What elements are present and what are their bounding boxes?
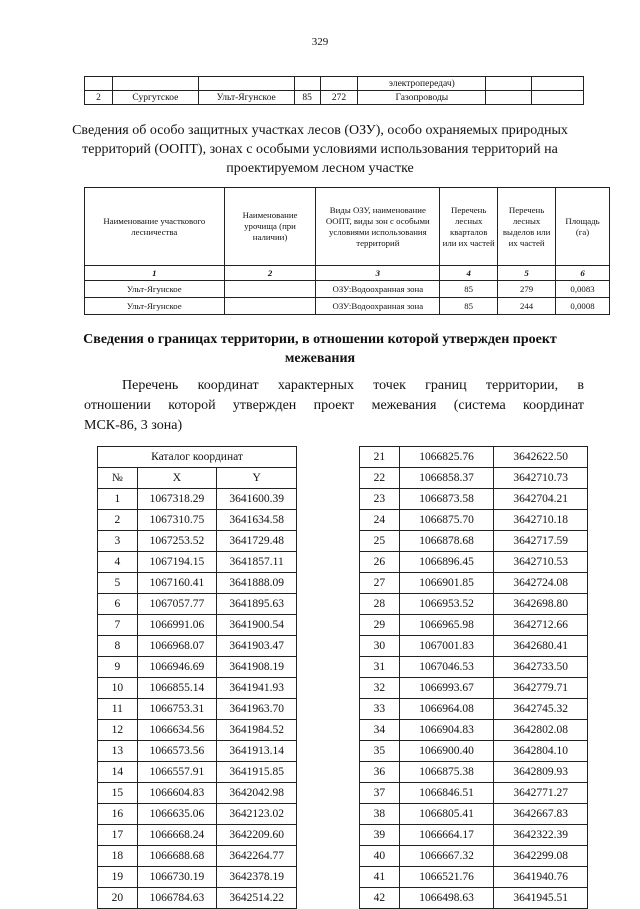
table-row bbox=[98, 741, 297, 762]
table-cell: 24 bbox=[360, 510, 400, 531]
table-cell: 3641963.70 bbox=[217, 699, 297, 720]
table-cell: 3641600.39 bbox=[217, 489, 297, 510]
table-row bbox=[360, 720, 588, 741]
table-cell: 1066901.85 bbox=[399, 573, 494, 594]
table-cell: 3641984.52 bbox=[217, 720, 297, 741]
table-row bbox=[360, 447, 588, 468]
table-cell: 1067001.83 bbox=[399, 636, 494, 657]
table-cell: 3642698.80 bbox=[494, 594, 588, 615]
table-cell: 1066965.98 bbox=[399, 615, 494, 636]
table-cell: 3642209.60 bbox=[217, 825, 297, 846]
table-row bbox=[85, 298, 610, 315]
paragraph-line: МСК-86, 3 зона) bbox=[84, 418, 183, 433]
table-cell: 1 bbox=[98, 489, 138, 510]
table-cell: 3641634.58 bbox=[217, 510, 297, 531]
table-cell: 1067046.53 bbox=[399, 657, 494, 678]
table-row bbox=[360, 531, 588, 552]
table-cell: 33 bbox=[360, 699, 400, 720]
table-cell: 3641857.11 bbox=[217, 552, 297, 573]
table-cell: 1066805.41 bbox=[399, 804, 494, 825]
table-cell: 3642804.10 bbox=[494, 741, 588, 762]
table-cell bbox=[85, 77, 113, 91]
table-cell: 3642733.50 bbox=[494, 657, 588, 678]
table-cell: 3642771.27 bbox=[494, 783, 588, 804]
table-cell: 3641895.63 bbox=[217, 594, 297, 615]
column-number: 2 bbox=[224, 266, 316, 281]
table-cell: 13 bbox=[98, 741, 138, 762]
table-cell: 1066730.19 bbox=[137, 867, 217, 888]
page-number: 329 bbox=[311, 36, 329, 48]
table-cell: 39 bbox=[360, 825, 400, 846]
table-cell: 3642123.02 bbox=[217, 804, 297, 825]
table-cell: 1066964.08 bbox=[399, 699, 494, 720]
table-row bbox=[360, 804, 588, 825]
table-row bbox=[360, 657, 588, 678]
table-cell: 36 bbox=[360, 762, 400, 783]
table-row bbox=[98, 720, 297, 741]
ozu-heading: Сведения об особо защитных участках лесов (ОЗУ), особо охраняемых природных территорий (ООПТ), зонах с особыми условиями использования территорий на проектируемом лесном участке bbox=[72, 123, 568, 176]
table-cell bbox=[486, 77, 532, 91]
table-cell: 4 bbox=[98, 552, 138, 573]
table-cell: Ульт-Ягунское bbox=[85, 298, 225, 315]
table-row bbox=[360, 573, 588, 594]
table-cell: 23 bbox=[360, 489, 400, 510]
table-cell: 3642042.98 bbox=[217, 783, 297, 804]
table-cell: 3642299.08 bbox=[494, 846, 588, 867]
table-cell: 16 bbox=[98, 804, 138, 825]
table-row bbox=[98, 846, 297, 867]
table-cell: 3642809.93 bbox=[494, 762, 588, 783]
table-cell: 1066784.63 bbox=[137, 888, 217, 909]
table-cell: 18 bbox=[98, 846, 138, 867]
table-cell: 1066991.06 bbox=[137, 615, 217, 636]
table-cell: 8 bbox=[98, 636, 138, 657]
table-cell: 42 bbox=[360, 888, 400, 909]
table-cell: 3642378.19 bbox=[217, 867, 297, 888]
table-cell: 1066873.58 bbox=[399, 489, 494, 510]
table-cell: 3641888.09 bbox=[217, 573, 297, 594]
table-cell: 2 bbox=[98, 510, 138, 531]
column-number-row bbox=[85, 266, 610, 281]
table-cell: 85 bbox=[294, 91, 320, 105]
table-cell: 1066664.17 bbox=[399, 825, 494, 846]
table-cell: 1066521.76 bbox=[399, 867, 494, 888]
table-cell: 1066855.14 bbox=[137, 678, 217, 699]
table-cell: 1066875.70 bbox=[399, 510, 494, 531]
coordinates-table-right bbox=[359, 446, 588, 909]
table-cell: 1066573.56 bbox=[137, 741, 217, 762]
table-row bbox=[98, 552, 297, 573]
catalog-title-row bbox=[98, 447, 297, 468]
table-row bbox=[98, 594, 297, 615]
table-row bbox=[98, 678, 297, 699]
table-cell: 35 bbox=[360, 741, 400, 762]
table-row bbox=[98, 531, 297, 552]
table-row bbox=[360, 783, 588, 804]
table-cell: 279 bbox=[498, 281, 556, 298]
table-cell: 1066968.07 bbox=[137, 636, 217, 657]
table-cell: 3642264.77 bbox=[217, 846, 297, 867]
table-cell: 3641903.47 bbox=[217, 636, 297, 657]
table-row bbox=[360, 678, 588, 699]
table-cell: 25 bbox=[360, 531, 400, 552]
table-cell: Сургутское bbox=[112, 91, 198, 105]
table-cell: 0,0083 bbox=[556, 281, 610, 298]
table-row bbox=[360, 867, 588, 888]
table-cell: ОЗУ:Водоохранная зона bbox=[316, 281, 440, 298]
table-cell: 85 bbox=[440, 298, 498, 315]
table-cell: 3642712.66 bbox=[494, 615, 588, 636]
column-header: Перечень лесных выделов или их частей bbox=[498, 188, 556, 266]
table-cell: 3641900.54 bbox=[217, 615, 297, 636]
column-number: 5 bbox=[498, 266, 556, 281]
table-cell: 40 bbox=[360, 846, 400, 867]
column-header: Виды ОЗУ, наименование ООПТ, виды зон с особыми условиями использования территорий bbox=[316, 188, 440, 266]
table-cell: 1066753.31 bbox=[137, 699, 217, 720]
table-row bbox=[98, 657, 297, 678]
paragraph-line: Перечень координат характерных точек границ территории, в bbox=[122, 378, 584, 393]
table-cell: 11 bbox=[98, 699, 138, 720]
table-cell bbox=[294, 77, 320, 91]
column-number: 6 bbox=[556, 266, 610, 281]
table-cell: 3642724.08 bbox=[494, 573, 588, 594]
table-cell: 1066946.69 bbox=[137, 657, 217, 678]
table-cell: 12 bbox=[98, 720, 138, 741]
table-cell: 3642717.59 bbox=[494, 531, 588, 552]
column-header: Наименование участкового лесничества bbox=[85, 188, 225, 266]
table-cell: Ульт-Ягунское bbox=[198, 91, 294, 105]
table-cell: 3642667.83 bbox=[494, 804, 588, 825]
table-cell: 1067310.75 bbox=[137, 510, 217, 531]
table-cell: 20 bbox=[98, 888, 138, 909]
column-header: Наименование урочища (при наличии) bbox=[224, 188, 316, 266]
table-cell: 1066875.38 bbox=[399, 762, 494, 783]
table-cell: 9 bbox=[98, 657, 138, 678]
table-cell bbox=[224, 298, 316, 315]
column-header: Площадь (га) bbox=[556, 188, 610, 266]
table-row bbox=[360, 510, 588, 531]
table-row bbox=[360, 699, 588, 720]
table-cell: 272 bbox=[320, 91, 358, 105]
table-cell: 1067253.52 bbox=[137, 531, 217, 552]
table-row bbox=[360, 594, 588, 615]
table-row bbox=[98, 867, 297, 888]
table-row bbox=[85, 77, 584, 91]
table-cell: 3641941.93 bbox=[217, 678, 297, 699]
table-cell: 1066635.06 bbox=[137, 804, 217, 825]
table-cell: 3642680.41 bbox=[494, 636, 588, 657]
table-cell: 27 bbox=[360, 573, 400, 594]
table-cell: 5 bbox=[98, 573, 138, 594]
table-row bbox=[85, 91, 584, 105]
catalog-title: Каталог координат bbox=[98, 447, 297, 468]
table-cell: 3641940.76 bbox=[494, 867, 588, 888]
table-cell: Ульт-Ягунское bbox=[85, 281, 225, 298]
table-cell: 244 bbox=[498, 298, 556, 315]
table-cell: 1066846.51 bbox=[399, 783, 494, 804]
column-number: 1 bbox=[85, 266, 225, 281]
table-cell: 41 bbox=[360, 867, 400, 888]
table-cell: Газопроводы bbox=[358, 91, 486, 105]
table-cell: 3641945.51 bbox=[494, 888, 588, 909]
table-cell: 3642710.73 bbox=[494, 468, 588, 489]
table-row bbox=[360, 552, 588, 573]
table-row bbox=[98, 573, 297, 594]
table-row bbox=[360, 615, 588, 636]
table-row bbox=[85, 281, 610, 298]
table-cell: 1066900.40 bbox=[399, 741, 494, 762]
table-cell: 1066858.37 bbox=[399, 468, 494, 489]
paragraph-line: отношении которой утвержден проект межевания (система координат bbox=[84, 398, 584, 413]
top-table bbox=[84, 76, 584, 105]
table-cell: 1066634.56 bbox=[137, 720, 217, 741]
table-cell: 1066904.83 bbox=[399, 720, 494, 741]
table-cell: 15 bbox=[98, 783, 138, 804]
table-row bbox=[98, 783, 297, 804]
table-row bbox=[360, 489, 588, 510]
table-cell: 0,0008 bbox=[556, 298, 610, 315]
table-cell: 3641913.14 bbox=[217, 741, 297, 762]
table-cell: 3641915.85 bbox=[217, 762, 297, 783]
table-row bbox=[360, 762, 588, 783]
ozu-table bbox=[84, 187, 610, 315]
coordinates-table-left bbox=[97, 446, 297, 909]
boundary-heading: Сведения о границах территории, в отношении которой утвержден проект межевания bbox=[83, 332, 557, 366]
table-cell: 3642514.22 bbox=[217, 888, 297, 909]
table-row bbox=[98, 825, 297, 846]
table-row bbox=[98, 888, 297, 909]
table-cell: 14 bbox=[98, 762, 138, 783]
table-row bbox=[360, 888, 588, 909]
table-cell bbox=[320, 77, 358, 91]
table-cell: 1067160.41 bbox=[137, 573, 217, 594]
table-cell bbox=[224, 281, 316, 298]
table-cell bbox=[486, 91, 532, 105]
table-cell: 1067194.15 bbox=[137, 552, 217, 573]
table-cell: 3642779.71 bbox=[494, 678, 588, 699]
table-cell: ОЗУ:Водоохранная зона bbox=[316, 298, 440, 315]
table-cell: 1066668.24 bbox=[137, 825, 217, 846]
table-row bbox=[360, 741, 588, 762]
table-cell: 30 bbox=[360, 636, 400, 657]
table-cell: 1066825.76 bbox=[399, 447, 494, 468]
table-row bbox=[98, 804, 297, 825]
table-cell: 22 bbox=[360, 468, 400, 489]
table-cell: 1067318.29 bbox=[137, 489, 217, 510]
table-cell: 3642622.50 bbox=[494, 447, 588, 468]
table-cell: электропередач) bbox=[358, 77, 486, 91]
column-header: X bbox=[137, 468, 217, 489]
table-cell: 6 bbox=[98, 594, 138, 615]
table-row bbox=[98, 510, 297, 531]
table-cell: 3642710.53 bbox=[494, 552, 588, 573]
table-row bbox=[98, 699, 297, 720]
table-cell: 1066993.67 bbox=[399, 678, 494, 699]
table-row bbox=[98, 489, 297, 510]
table-row bbox=[360, 636, 588, 657]
table-cell: 3642710.18 bbox=[494, 510, 588, 531]
table-cell: 3642322.39 bbox=[494, 825, 588, 846]
table-cell bbox=[532, 77, 584, 91]
table-cell: 1066896.45 bbox=[399, 552, 494, 573]
table-row bbox=[360, 468, 588, 489]
table-cell: 3 bbox=[98, 531, 138, 552]
column-header: Y bbox=[217, 468, 297, 489]
table-cell: 10 bbox=[98, 678, 138, 699]
table-cell: 1066498.63 bbox=[399, 888, 494, 909]
table-cell: 29 bbox=[360, 615, 400, 636]
table-cell: 85 bbox=[440, 281, 498, 298]
table-cell: 32 bbox=[360, 678, 400, 699]
table-row bbox=[98, 636, 297, 657]
column-header: № bbox=[98, 468, 138, 489]
table-cell: 38 bbox=[360, 804, 400, 825]
table-cell: 1066604.83 bbox=[137, 783, 217, 804]
table-cell: 1067057.77 bbox=[137, 594, 217, 615]
table-cell: 34 bbox=[360, 720, 400, 741]
table-row bbox=[98, 762, 297, 783]
table-cell: 3642745.32 bbox=[494, 699, 588, 720]
table-cell: 1066953.52 bbox=[399, 594, 494, 615]
table-cell: 3642802.08 bbox=[494, 720, 588, 741]
table-header-row bbox=[98, 468, 297, 489]
table-cell: 37 bbox=[360, 783, 400, 804]
table-cell: 28 bbox=[360, 594, 400, 615]
table-cell: 26 bbox=[360, 552, 400, 573]
table-cell: 21 bbox=[360, 447, 400, 468]
column-header: Перечень лесных кварталов или их частей bbox=[440, 188, 498, 266]
table-cell: 3641729.48 bbox=[217, 531, 297, 552]
column-number: 4 bbox=[440, 266, 498, 281]
table-header-row bbox=[85, 188, 610, 266]
table-cell: 31 bbox=[360, 657, 400, 678]
table-cell bbox=[112, 77, 198, 91]
table-cell bbox=[532, 91, 584, 105]
table-cell: 2 bbox=[85, 91, 113, 105]
table-cell: 17 bbox=[98, 825, 138, 846]
table-row bbox=[98, 615, 297, 636]
column-number: 3 bbox=[316, 266, 440, 281]
coordinates-paragraph bbox=[84, 376, 584, 436]
table-cell: 7 bbox=[98, 615, 138, 636]
table-cell: 1066557.91 bbox=[137, 762, 217, 783]
table-cell: 1066688.68 bbox=[137, 846, 217, 867]
table-cell: 1066667.32 bbox=[399, 846, 494, 867]
table-row bbox=[360, 825, 588, 846]
table-cell: 3641908.19 bbox=[217, 657, 297, 678]
table-cell: 1066878.68 bbox=[399, 531, 494, 552]
table-cell: 19 bbox=[98, 867, 138, 888]
table-cell bbox=[198, 77, 294, 91]
table-row bbox=[360, 846, 588, 867]
table-cell: 3642704.21 bbox=[494, 489, 588, 510]
